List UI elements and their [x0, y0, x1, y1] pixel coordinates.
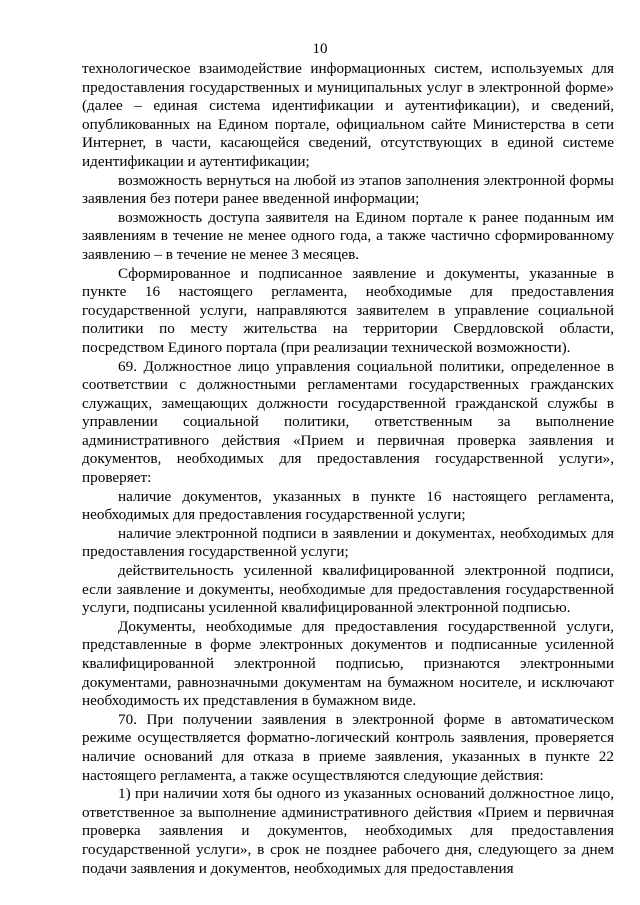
paragraph-check-signature: наличие электронной подписи в заявлении и документах, необходимых для предоставления государственной услуги; — [82, 524, 614, 561]
paragraph-electronic-equivalence: Документы, необходимые для предоставления государственной услуги, представленные в форме электронных документов и подписанные усиленной квалифицированной электронной подписью, признаются электронными документами, равнозначными документам на бумажном носителе, и исключают необходимость их представления в бумажном виде. — [82, 617, 614, 710]
paragraph-access-applications: возможность доступа заявителя на Едином портале к ранее поданным им заявлениям в течение не менее одного года, а также частично сформированному заявлению – в течение не менее 3 месяцев. — [82, 208, 614, 263]
paragraph-item-70: 70. При получении заявления в электронной форме в автоматическом режиме осуществляется форматно-логический контроль заявления, проверяется наличие оснований для отказа в приеме заявления, указанных в пункте 22 настоящего регламента, а также осуществляются следующие действия: — [82, 710, 614, 784]
paragraph-check-validity: действительность усиленной квалифицированной электронной подписи, если заявление и документы, необходимые для предоставления государственной услуги, подписаны усиленной квалифицированной электронной подписью. — [82, 562, 614, 617]
paragraph-submission: Сформированное и подписанное заявление и документы, указанные в пункте 16 настоящего регламента, необходимые для предоставления государственной услуги, направляются заявителем в управление социальной политики по месту жительства на территории Свердловской области, посредством Единого портала (при реализации технической возможности). — [82, 264, 614, 356]
paragraph-check-documents: наличие документов, указанных в пункте 16 настоящего регламента, необходимых для предоставления государственной услуги; — [82, 487, 614, 524]
document-body — [82, 60, 614, 878]
paragraph-subitem-1: 1) при наличии хотя бы одного из указанных оснований должностное лицо, ответственное за выполнение административного действия «Прием и первичная проверка заявления и документов, необходимых для предоставления государственной услуги», в срок не позднее рабочего дня, следующего за днем подачи заявления и документов, необходимых для предоставления — [82, 785, 614, 877]
page-number: 10 — [312, 41, 328, 57]
paragraph-item-69: 69. Должностное лицо управления социальной политики, определенное в соответствии с должностными регламентами государственных гражданских служащих, замещающих должности государственной гражданской службы в управлении социальной политики, ответственным за выполнение административного действия «Прием и первичная проверка заявления и документов, необходимых для предоставления государственной услуги», проверяет: — [82, 357, 614, 487]
paragraph-continuation: технологическое взаимодействие информационных систем, используемых для предоставления государственных и муниципальных услуг в электронной форме» (далее – единая система идентификации и аутентификации), и сведений, опубликованных на Едином портале, официальном сайте Министерства в сети Интернет, в части, касающейся сведений, отсутствующих в единой системе идентификации и аутентификации; — [82, 60, 614, 170]
paragraph-return-to-step: возможность вернуться на любой из этапов заполнения электронной формы заявления без потери ранее введенной информации; — [82, 171, 614, 208]
